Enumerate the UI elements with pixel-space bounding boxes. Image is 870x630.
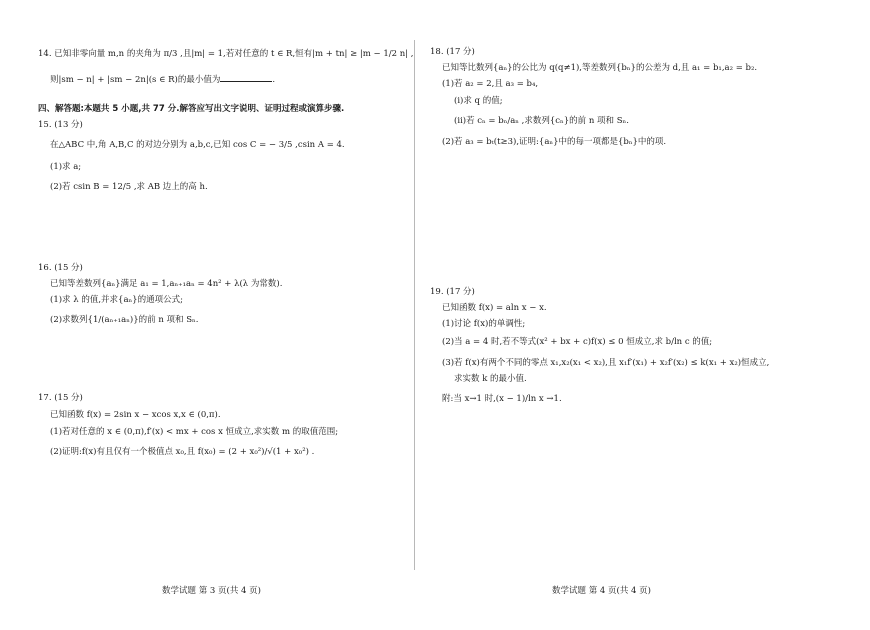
q19-part3-cont: 求实数 k 的最小值. xyxy=(454,374,527,384)
q19-part2: (2)当 a = 4 时,若不等式(x² + bx + c)f(x) ≤ 0 恒成立,求 b/ln c 的值; xyxy=(442,337,713,347)
q15-part1: (1)求 a; xyxy=(50,162,82,172)
q14-answer-blank xyxy=(220,73,272,82)
q15-part2: (2)若 csin B = 12/5 ,求 AB 边上的高 h. xyxy=(50,182,208,192)
q18-part1: (1)若 a₂ = 2,且 a₃ = b₄, xyxy=(442,79,539,89)
q17-stem: 已知函数 f(x) = 2sin x − xcos x,x ∈ (0,π). xyxy=(50,410,221,420)
q16-stem: 已知等差数列{aₙ}满足 a₁ = 1,aₙ₊₁aₙ = 4n² + λ(λ 为常数). xyxy=(50,279,283,289)
q14-line2 xyxy=(50,73,275,86)
q19-part3: (3)若 f(x)有两个不同的零点 x₁,x₂(x₁ < x₂),且 x₁f′(x₁) + x₂f′(x₂) ≤ k(x₁ + x₂)恒成立, xyxy=(442,358,770,368)
q18-header: 18. (17 分) xyxy=(430,47,475,57)
q18-part2: (2)若 a₃ = bₜ(t≥3),证明:{aₙ}中的每一项都是{bₙ}中的项. xyxy=(442,137,667,147)
page-divider xyxy=(414,40,415,570)
q18-stem: 已知等比数列{aₙ}的公比为 q(q≠1),等差数列{bₙ}的公差为 d,且 a₁ = b₁,a₂ = b₂. xyxy=(442,63,758,73)
q16-part1: (1)求 λ 的值,并求{aₙ}的通项公式; xyxy=(50,295,183,305)
page-4-footer: 数学试题 第 4 页(共 4 页) xyxy=(552,586,651,596)
q19-stem: 已知函数 f(x) = aln x − x. xyxy=(442,303,547,313)
q19-note: 附:当 x→1 时,(x − 1)/ln x →1. xyxy=(442,394,562,404)
q18-part1-ii: (ⅱ)若 cₙ = bₙ/aₙ ,求数列{cₙ}的前 n 项和 Sₙ. xyxy=(454,116,629,126)
q14-stem-text: 14. 已知非零向量 m,n 的夹角为 π/3 ,且|m| = 1,若对任意的 t ∈ R,恒有|m + tn| ≥ |m − 1/2 n| , xyxy=(38,49,414,59)
q17-part2: (2)证明:f(x)有且仅有一个极值点 x₀,且 f(x₀) = (2 + x₀²)/√(1 + x₀²) . xyxy=(50,447,315,457)
q14-question-text: 则|sm − n| + |sm − 2n|(s ∈ R)的最小值为 xyxy=(50,75,221,85)
q16-header: 16. (15 分) xyxy=(38,263,83,273)
page-3-footer: 数学试题 第 3 页(共 4 页) xyxy=(162,586,261,596)
page-3 xyxy=(0,0,414,630)
q18-part1-i: (ⅰ)求 q 的值; xyxy=(454,96,503,106)
q14-period: . xyxy=(272,75,276,85)
section-4-heading: 四、解答题:本题共 5 小题,共 77 分.解答应写出文字说明、证明过程或演算步骤. xyxy=(38,104,345,114)
q14-line1 xyxy=(38,49,413,60)
q17-part1: (1)若对任意的 x ∈ (0,π),f′(x) < mx + cos x 恒成立,求实数 m 的取值范围; xyxy=(50,427,339,437)
q17-header: 17. (15 分) xyxy=(38,393,83,403)
page-4 xyxy=(418,0,870,630)
q19-part1: (1)讨论 f(x)的单调性; xyxy=(442,319,526,329)
q15-header: 15. (13 分) xyxy=(38,120,83,130)
q15-stem: 在△ABC 中,角 A,B,C 的对边分别为 a,b,c,已知 cos C = − 3/5 ,csin A = 4. xyxy=(50,140,345,150)
q19-header: 19. (17 分) xyxy=(430,287,475,297)
q16-part2: (2)求数列{1/(aₙ₊₁aₙ)}的前 n 项和 Sₙ. xyxy=(50,315,199,325)
